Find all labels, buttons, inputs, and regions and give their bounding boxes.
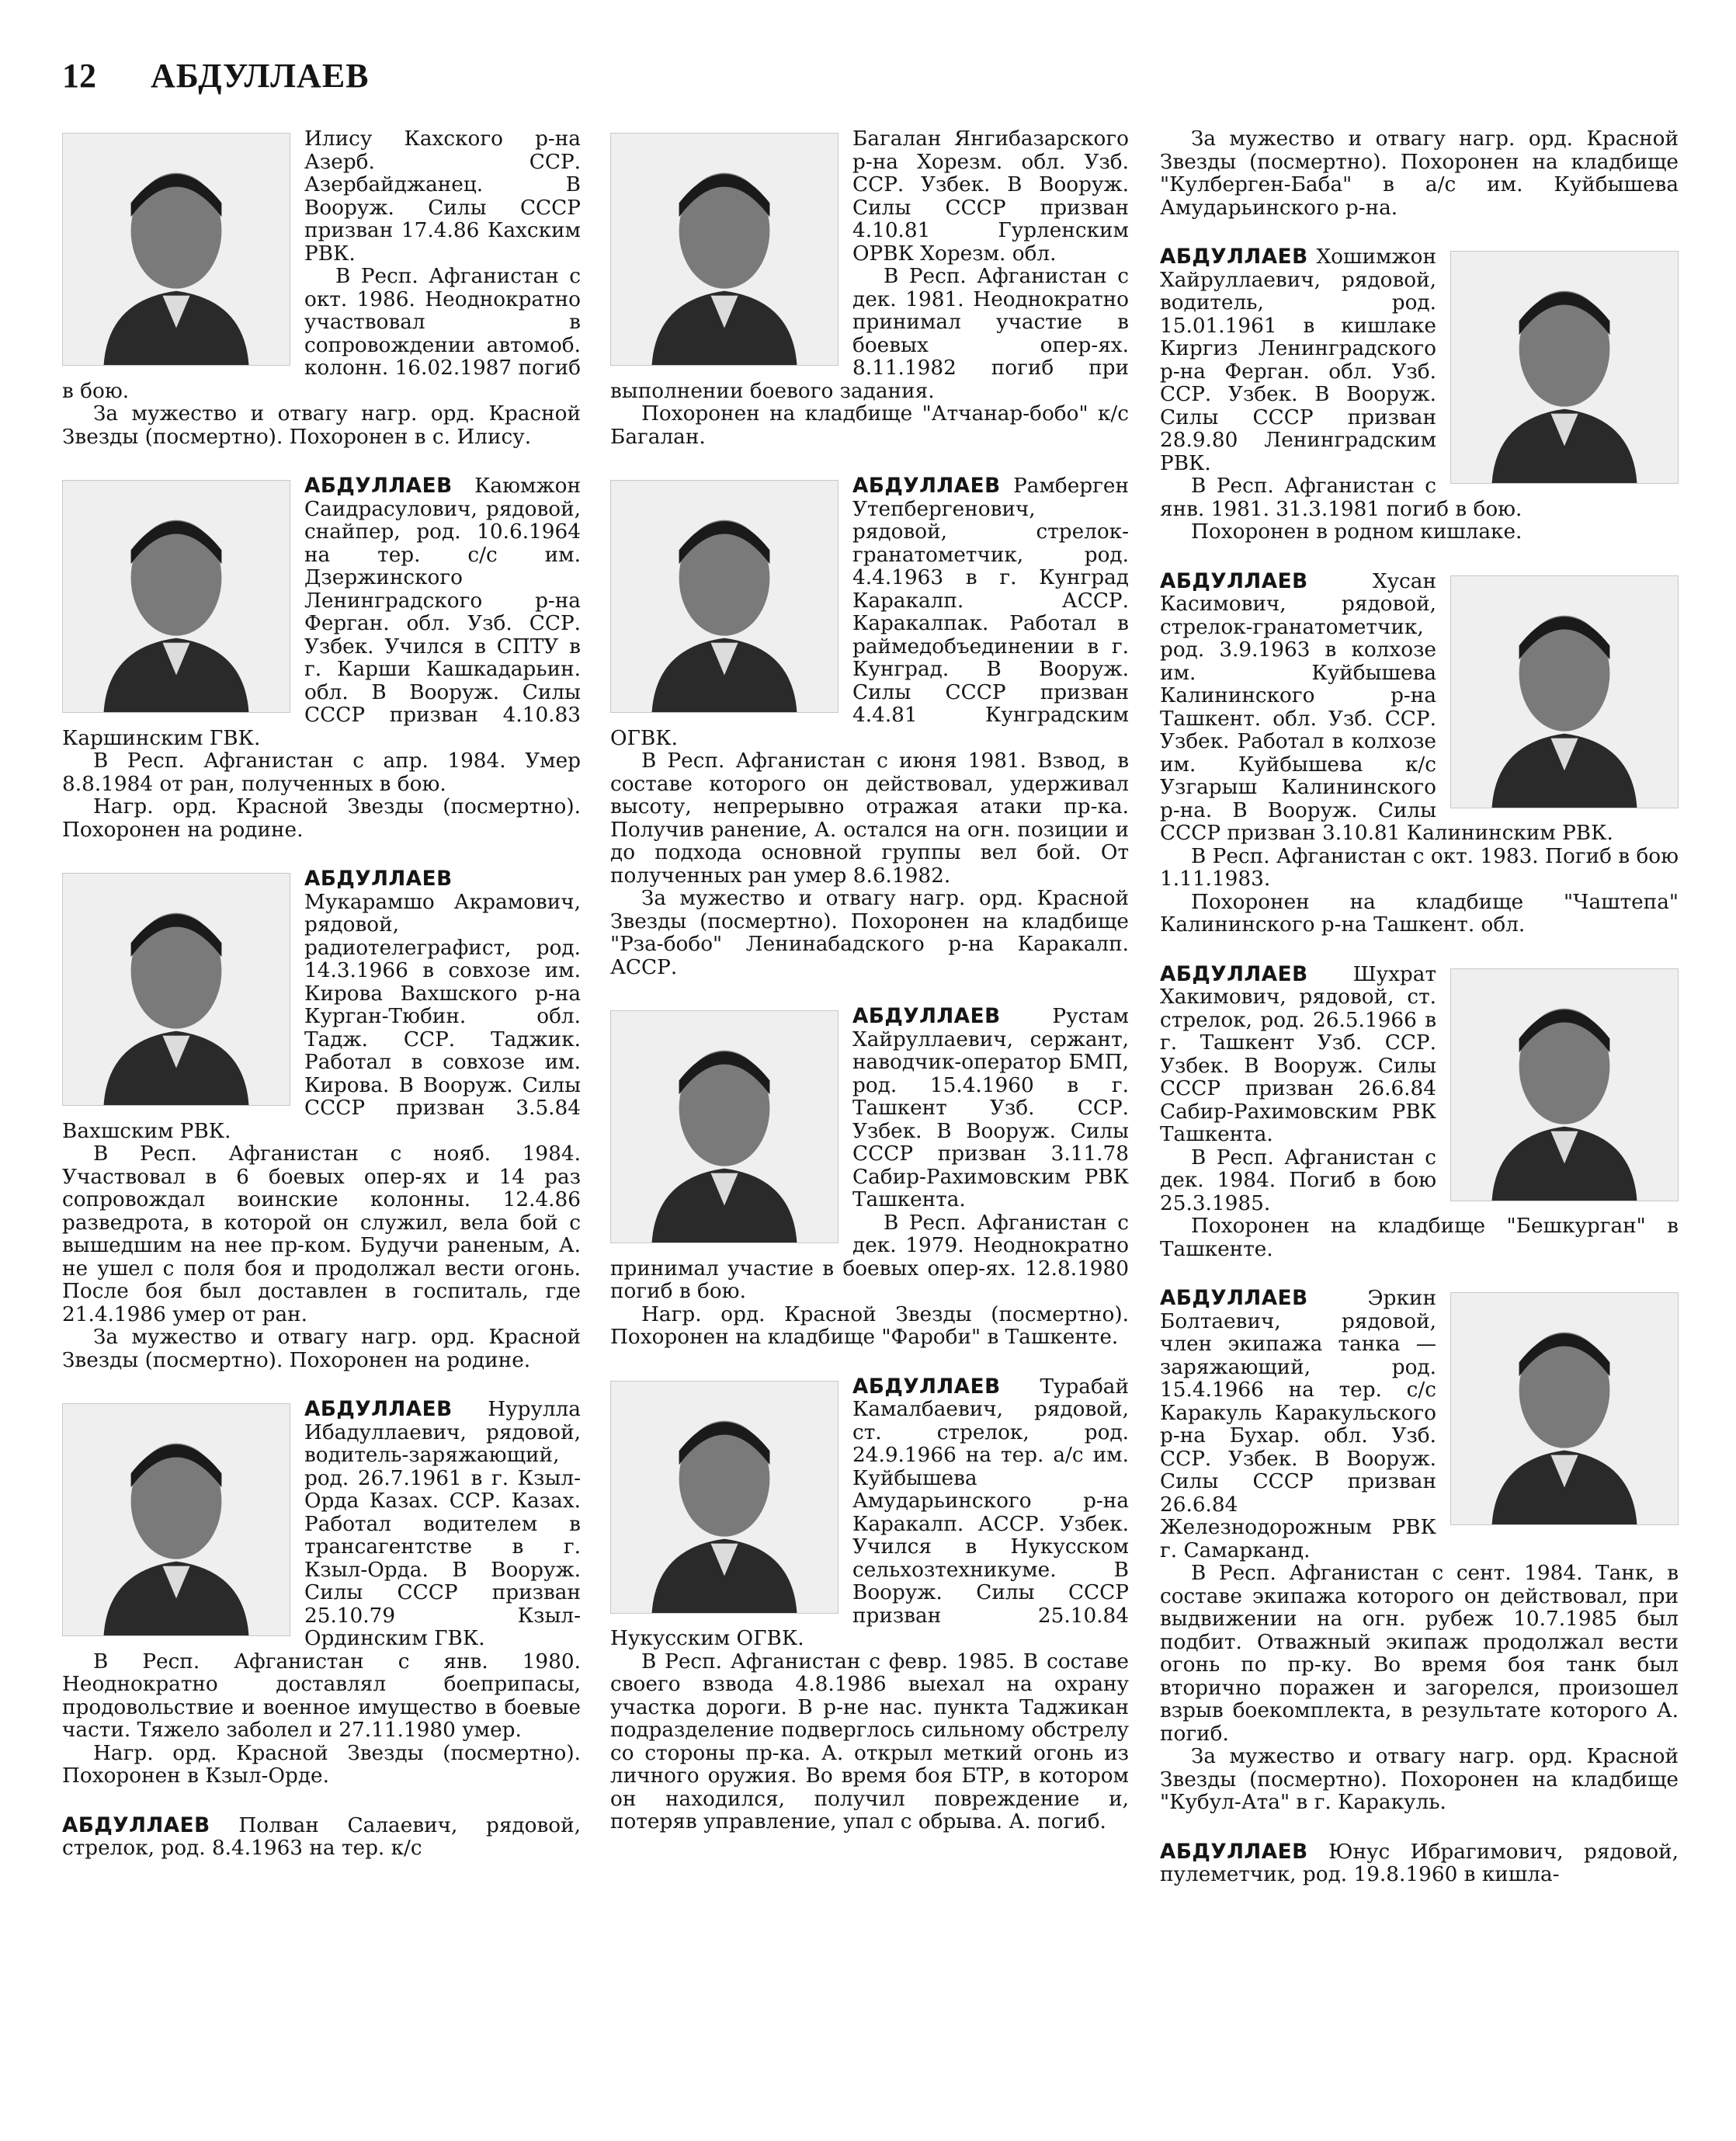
entry-intro-text: Полван Салаевич, рядовой, стрелок, род. 8.4.1963 на тер. к/с [62, 1813, 581, 1860]
entry-intro-text: Эркин Болтаевич, рядовой, член экипажа танка — заряжающий, род. 15.4.1966 на тер. с/с Каракуль Каракульского р-на Бухар. обл. Узб. ССР. Узбек. В Вооруж. Силы СССР призван 26.6.84 Железнодорожным РВК г. Самарканд. [1160, 1287, 1436, 1562]
page-header [62, 56, 370, 110]
entry-surname: АБДУЛЛАЕВ [1160, 245, 1308, 269]
entry-intro [62, 1814, 581, 1861]
entry-paragraph: Похоронен на кладбище "Атчанар-бобо" к/с Багалан. [610, 402, 1129, 449]
entry-intro-text: Каюмжон Саидрасулович, рядовой, снайпер, род. 10.6.1964 на тер. с/с им. Дзержинского Ленинградского р-на Ферган. обл. Узб. ССР. Узбек. Учился в СПТУ в г. Карши Кашкадарьин. обл. В Вооруж. Силы СССР призван 4.10.83 Каршинским ГВК. [62, 474, 581, 750]
entry-surname: АБДУЛЛАЕВ [852, 474, 1001, 498]
entry-surname: АБДУЛЛАЕВ [62, 1813, 210, 1837]
entry-paragraph: За мужество и отвагу нагр. орд. Красной Звезды (посмертно). Похоронен на кладбище "Рза-бобо" Ленинабадского р-на Каракалп. АССР. [610, 887, 1129, 979]
entry-paragraph: Нагр. орд. Красной Звезды (посмертно). Похоронен в Кзыл-Орде. [62, 1741, 581, 1788]
entry-intro [304, 1398, 581, 1650]
portrait-photo [610, 1381, 838, 1614]
entry [1160, 128, 1679, 220]
entry-paragraph: В Респ. Афганистан с янв. 1981. 31.3.1981 погиб в бою. [1160, 474, 1522, 521]
entry-intro [1160, 963, 1436, 1147]
entry-paragraph: В Респ. Афганистан с дек. 1979. Неоднократно принимал участие в боевых опер-ях. 12.8.1980 погиб в бою. [610, 1211, 1129, 1303]
entry-intro [304, 127, 581, 266]
entry [62, 868, 581, 1372]
entry [610, 1376, 1129, 1834]
entry-paragraph: Нагр. орд. Красной Звезды (посмертно). Похоронен на кладбище "Фароби" в Ташкенте. [610, 1302, 1129, 1349]
entry [62, 128, 581, 449]
entry-surname: АБДУЛЛАЕВ [1160, 569, 1308, 593]
running-head: АБДУЛЛАЕВ [151, 57, 370, 95]
entry-paragraph: В Респ. Афганистан с окт. 1983. Погиб в бою 1.11.1983. [1160, 844, 1679, 891]
entry-intro-text: Нурулла Ибадуллаевич, рядовой, водитель-заряжающий, род. 26.7.1961 в г. Кзыл-Орда Казах. ССР. Казах. Работал водителем в трансагентстве в г. Кзыл-Орда. В Вооруж. Силы СССР призван 25.10.79 Кзыл-Ординским ГВК. [304, 1398, 581, 1650]
entry-intro-text: Хошимжон Хайруллаевич, рядовой, водитель, род. 15.01.1961 в кишлаке Киргиз Ленинградского р-на Ферган. обл. Узб. ССР. Узбек. В Вооруж. Силы СССР призван 28.9.80 Ленинградским РВК. [1160, 245, 1436, 475]
entry-surname: АБДУЛЛАЕВ [852, 1375, 1001, 1399]
entry [1160, 246, 1679, 544]
entry-paragraph: В Респ. Афганистан с февр. 1985. В составе своего взвода 4.8.1986 выехал на охрану участка дороги. В р-не нас. пункта Таджикан подразделение подверглось сильному обстрелу со стороны пр-ка. А. открыл меткий огонь из личного оружия. Во время боя БТР, в котором он находился, получил повреждение и, потеряв управление, упал с обрыва. А. погиб. [610, 1649, 1129, 1833]
entry-paragraph: В Респ. Афганистан с нояб. 1984. Участвовал в 6 боевых опер-ях и 14 раз сопровождал воинские колонны. 12.4.86 разведрота, в которой он служил, вела бой с вышедшим на нее пр-ком. Будучи раненым, А. не ушел с поля боя и продолжал вести огонь. После боя был доставлен в госпиталь, где 21.4.1986 умер от ран. [62, 1142, 581, 1326]
entry-surname: АБДУЛЛАЕВ [304, 1398, 453, 1421]
entry-paragraph: В Респ. Афганистан с сент. 1984. Танк, в составе экипажа которого он действовал, при выдвижении на огн. рубеж 10.7.1985 был подбит. Отважный экипаж продолжал вести огонь по пр-ку. Во время боя танк был вторично поражен и загорелся, произошел взрыв боекомплекта, в результате которого А. погиб. [1160, 1562, 1679, 1746]
entry [1160, 571, 1679, 937]
entry-paragraph: За мужество и отвагу нагр. орд. Красной Звезды (посмертно). Похоронен на родине. [62, 1326, 581, 1372]
portrait-photo [1450, 575, 1679, 808]
entry-intro-text: Хусан Касимович, рядовой, стрелок-гранатометчик, род. 3.9.1963 в колхозе им. Куйбышева Калининского р-на Ташкент. обл. Узб. ССР. Узбек. Работал в колхозе им. Куйбышева к/с Узгарыш Калининского р-на. В Вооруж. Силы СССР призван 3.10.81 Калининским РВК. [1160, 569, 1613, 845]
entry-surname: АБДУЛЛАЕВ [852, 1005, 1001, 1028]
entry [1160, 1288, 1679, 1815]
entry [62, 475, 581, 842]
page-number: 12 [62, 57, 96, 95]
entry-intro [852, 127, 1129, 266]
entry-paragraph: За мужество и отвагу нагр. орд. Красной Звезды (посмертно). Похоронен на кладбище "Кубул-Ата" в г. Каракуль. [1160, 1745, 1679, 1814]
entry-intro [1160, 1840, 1679, 1887]
column-2 [610, 128, 1129, 2116]
entry-surname: АБДУЛЛАЕВ [1160, 1287, 1308, 1310]
portrait-photo [62, 480, 290, 713]
entry-intro-text: Мукарамшо Акрамович, рядовой, радиотелеграфист, род. 14.3.1966 в совхозе им. Кирова Вахшского р-на Курган-Тюбин. обл. Тадж. ССР. Таджик. Работал в совхозе им. Кирова. В Вооруж. Силы СССР призван 3.5.84 Вахшским РВК. [62, 890, 581, 1143]
entry-intro-text: Шухрат Хакимович, рядовой, ст. стрелок, род. 26.5.1966 в г. Ташкент Узб. ССР. Узбек. В Вооруж. Силы СССР призван 26.6.84 Сабир-Рахимовским РВК Ташкента. [1160, 962, 1436, 1146]
entry [610, 128, 1129, 449]
portrait-photo [62, 1403, 290, 1636]
entry-intro [1160, 1287, 1436, 1562]
portrait-photo [62, 133, 290, 366]
entry-paragraph: В Респ. Афганистан с янв. 1980. Неоднократно доставлял боеприпасы, продовольствие и военное имущество в боевые части. Тяжело заболел и 27.11.1980 умер. [62, 1649, 581, 1742]
entry-paragraph: За мужество и отвагу нагр. орд. Красной Звезды (посмертно). Похоронен на кладбище "Кулберген-Баба" в а/с им. Куйбышева Амударьинского р-на. [1160, 127, 1679, 220]
entry-surname: АБДУЛЛАЕВ [304, 867, 453, 891]
entry-paragraph: В Респ. Афганистан с дек. 1984. Погиб в бою 25.3.1985. [1160, 1145, 1436, 1215]
entry-paragraph: Похоронен на кладбище "Бешкурган" в Ташкенте. [1160, 1215, 1679, 1261]
entry-intro-text: Илису Кахского р-на Азерб. ССР. Азербайджанец. В Вооруж. Силы СССР призван 17.4.86 Кахским РВК. [304, 127, 581, 266]
entry-paragraph: В Респ. Афганистан с окт. 1986. Неоднократно участвовал в сопровождении автомоб. колонн. 16.02.1987 погиб в бою. [62, 265, 581, 403]
column-3 [1160, 128, 1679, 2116]
portrait-photo [62, 873, 290, 1106]
portrait-photo [610, 1010, 838, 1243]
entry [610, 1006, 1129, 1350]
entry-surname: АБДУЛЛАЕВ [304, 474, 453, 498]
entry-paragraph: В Респ. Афганистан с июня 1981. Взвод, в составе которого он действовал, удерживал высоту, непрерывно отражая атаки пр-ка. Получив ранение, А. остался на огн. позиции и до подхода основной группы вел бой. От полученных ран умер 8.6.1982. [610, 749, 1129, 888]
entry [610, 475, 1129, 979]
entry-intro-text: Юнус Ибрагимович, рядовой, пулеметчик, род. 19.8.1960 в кишла- [1160, 1840, 1679, 1886]
entry-intro-text: Рустам Хайруллаевич, сержант, наводчик-оператор БМП, род. 15.4.1960 в г. Ташкент Узб. ССР. Узбек. В Вооруж. Силы СССР призван 3.11.78 Сабир-Рахимовским РВК Ташкента. [852, 1005, 1129, 1211]
portrait-photo [1450, 1292, 1679, 1525]
entry-intro-text: Багалан Янгибазарского р-на Хорезм. обл. Узб. ССР. Узбек. В Вооруж. Силы СССР призван 4.10.81 Гурленским ОРВК Хорезм. обл. [852, 127, 1129, 266]
entry-paragraph: Похоронен в родном кишлаке. [1191, 520, 1522, 544]
entry [62, 1815, 581, 1861]
entry-intro [1160, 245, 1436, 475]
entry-paragraph: Похоронен на кладбище "Чаштепа" Калининского р-на Ташкент. обл. [1160, 890, 1679, 937]
entry-surname: АБДУЛЛАЕВ [1160, 1840, 1308, 1864]
entry-intro [852, 1005, 1129, 1211]
portrait-photo [610, 133, 838, 366]
entry-intro-text: Рамберген Утепбергенович, рядовой, стрелок-гранатометчик, род. 4.4.1963 в г. Кунград Каракалп. АССР. Каракалпак. Работал в раймедобъединении в г. Кунград. В Вооруж. Силы СССР призван 4.4.81 Кунградским ОГВК. [610, 474, 1129, 750]
column-1 [62, 128, 581, 2116]
entry-paragraph: В Респ. Афганистан с дек. 1981. Неоднократно принимал участие в боевых опер-ях. 8.11.1982 погиб при выполнении боевого задания. [610, 265, 1129, 403]
entry [62, 1399, 581, 1788]
entry [1160, 1841, 1679, 1887]
portrait-photo [610, 480, 838, 713]
entry-paragraph: За мужество и отвагу нагр. орд. Красной Звезды (посмертно). Похоронен в с. Илису. [62, 402, 581, 449]
portrait-photo [1450, 251, 1679, 484]
entry-intro-text: Турабай Камалбаевич, рядовой, ст. стрелок, род. 24.9.1966 на тер. а/с им. Куйбышева Амударьинского р-на Каракалп. АССР. Узбек. Учился в Нукусском сельхозтехникуме. В Вооруж. Силы СССР призван 25.10.84 Нукусским ОГВК. [610, 1375, 1129, 1650]
entry [1160, 964, 1679, 1262]
entry-surname: АБДУЛЛАЕВ [1160, 962, 1308, 986]
entry-paragraph: Нагр. орд. Красной Звезды (посмертно). Похоронен на родине. [62, 795, 581, 842]
portrait-photo [1450, 968, 1679, 1201]
entry-paragraph: В Респ. Афганистан с апр. 1984. Умер 8.8.1984 от ран, полученных в бою. [62, 749, 581, 796]
